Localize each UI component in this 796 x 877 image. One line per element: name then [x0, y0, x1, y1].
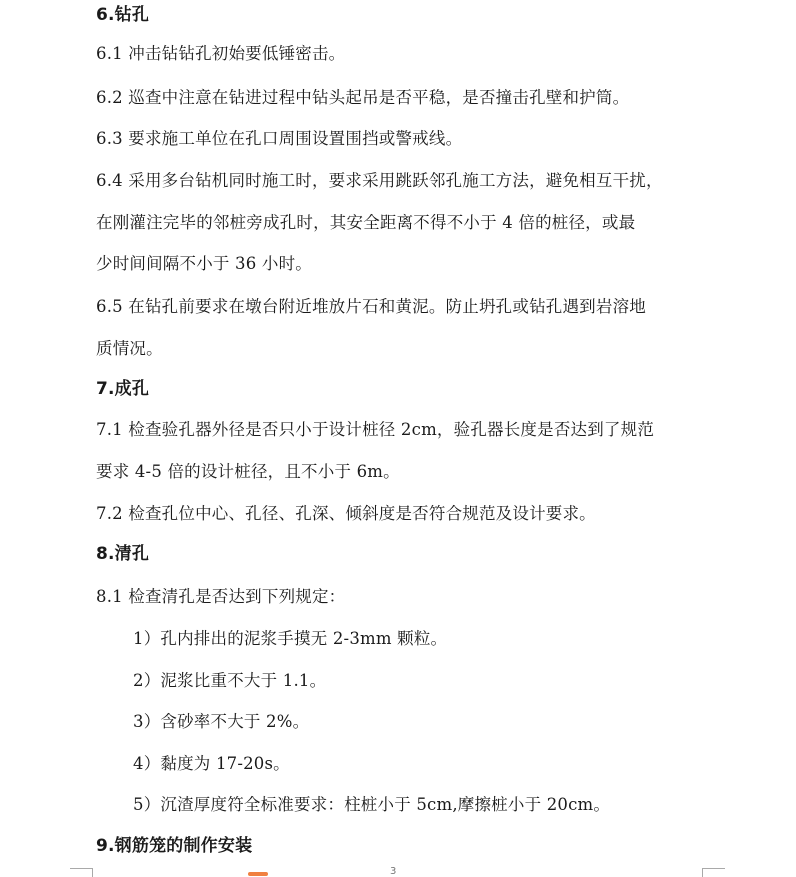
list-item-3: 3）含砂率不大于 2%。 — [133, 712, 310, 731]
paragraph-6-2: 6.2 巡查中注意在钻进过程中钻头起吊是否平稳，是否撞击孔壁和护筒。 — [96, 88, 630, 107]
section-heading-drilling: 6.钻孔 — [96, 5, 150, 25]
page-corner-mark-left — [70, 868, 93, 877]
list-item-4: 4）黏度为 17-20s。 — [133, 754, 290, 773]
section-heading-hole-forming: 7.成孔 — [96, 379, 150, 399]
paragraph-7-1-line-2: 要求 4-5 倍的设计桩径，且不小于 6m。 — [96, 462, 400, 481]
paragraph-7-1-line-1: 7.1 检查验孔器外径是否只小于设计桩径 2cm，验孔器长度是否达到了规范 — [96, 420, 655, 439]
page-corner-mark-right — [702, 868, 725, 877]
list-item-1: 1）孔内排出的泥浆手摸无 2-3mm 颗粒。 — [133, 629, 448, 648]
page-number: 3 — [390, 866, 397, 877]
paragraph-6-3: 6.3 要求施工单位在孔口周围设置围挡或警戒线。 — [96, 129, 463, 148]
section-heading-rebar-cage: 9.钢筋笼的制作安装 — [96, 836, 253, 856]
paragraph-6-4-line-1: 6.4 采用多台钻机同时施工时，要求采用跳跃邻孔施工方法，避免相互干扰， — [96, 171, 663, 190]
paragraph-6-5-line-2: 质情况。 — [96, 339, 163, 358]
paragraph-8-1: 8.1 检查清孔是否达到下列规定： — [96, 587, 346, 606]
list-item-2: 2）泥浆比重不大于 1.1。 — [133, 671, 327, 690]
paragraph-6-5-line-1: 6.5 在钻孔前要求在墩台附近堆放片石和黄泥。防止坍孔或钻孔遇到岩溶地 — [96, 297, 646, 316]
paragraph-6-4-line-3: 少时间间隔不小于 36 小时。 — [96, 254, 312, 273]
paragraph-6-1: 6.1 冲击钻钻孔初始要低锤密击。 — [96, 44, 346, 63]
list-item-5: 5）沉渣厚度符全标准要求：柱桩小于 5cm,摩擦桩小于 20cm。 — [133, 795, 611, 814]
section-heading-hole-cleaning: 8.清孔 — [96, 544, 150, 564]
paragraph-6-4-line-2: 在刚灌注完毕的邻桩旁成孔时，其安全距离不得不小于 4 倍的桩径，或最 — [96, 213, 636, 232]
cursor-accent-mark — [248, 872, 268, 876]
paragraph-7-2: 7.2 检查孔位中心、孔径、孔深、倾斜度是否符合规范及设计要求。 — [96, 504, 596, 523]
